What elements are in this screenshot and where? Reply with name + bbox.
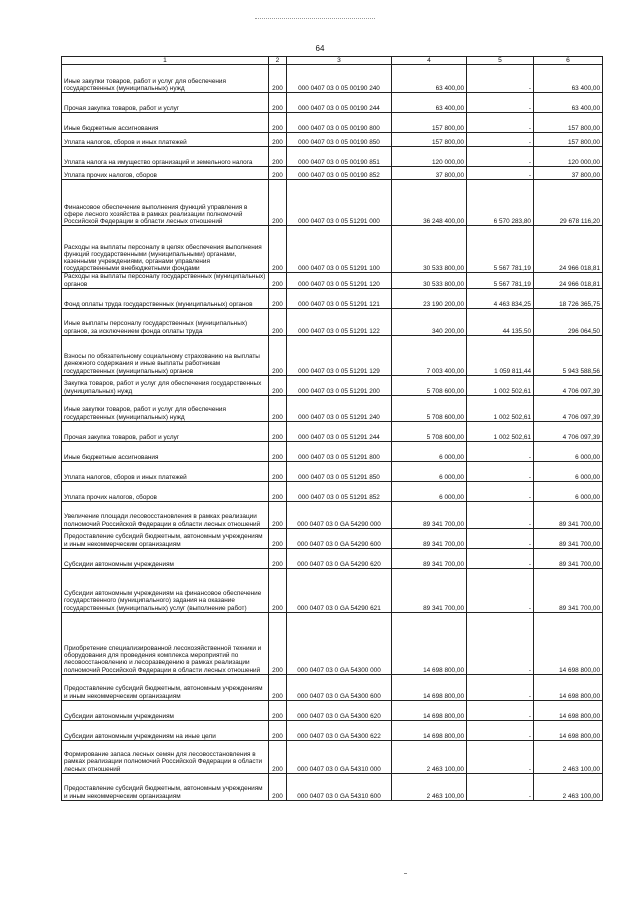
row-amount-col6: 6 000,00 [534,481,603,501]
row-code: 200 [269,180,287,226]
row-amount-col5: - [467,548,534,568]
row-amount-col5: - [467,501,534,528]
row-amount-col5: - [467,740,534,773]
row-amount-col4: 5 708 600,00 [392,395,467,421]
row-amount-col5: - [467,461,534,481]
row-amount-col4: 30 533 800,00 [392,273,467,288]
table-row [62,147,603,167]
row-amount-col5: - [467,674,534,700]
row-amount-col5: - [467,441,534,461]
row-amount-col5: - [467,568,534,612]
row-name: Взносы по обязательному социальному страхованию на выплаты денежного содержания и иные выплаты работникам государственных (муниципальных) органов [62,335,269,375]
row-code: 200 [269,288,287,308]
row-amount-col6: 2 463 100,00 [534,740,603,773]
row-amount-col5: 6 570 283,80 [467,180,534,226]
row-amount-col5: 1 002 502,61 [467,421,534,441]
row-classifier: 000 0407 03 0 GA 54300 600 [287,674,392,700]
table-row [62,481,603,501]
table-row [62,133,603,147]
row-amount-col5: 1 059 811,44 [467,335,534,375]
row-code: 200 [269,461,287,481]
row-amount-col5: - [467,481,534,501]
row-code: 200 [269,147,287,167]
table-row [62,568,603,612]
column-header-2: 2 [269,57,287,65]
row-amount-col6: 37 800,00 [534,167,603,180]
table-row [62,528,603,548]
row-classifier: 000 0407 03 0 05 51291 800 [287,441,392,461]
row-amount-col6: 5 943 588,56 [534,335,603,375]
row-name: Уплата налогов, сборов и иных платежей [62,461,269,481]
column-header-3: 3 [287,57,392,65]
row-amount-col5: 1 002 502,61 [467,395,534,421]
row-classifier: 000 0407 03 0 05 00190 800 [287,113,392,133]
row-name: Уплата прочих налогов, сборов [62,481,269,501]
row-amount-col4: 14 698 800,00 [392,674,467,700]
row-amount-col6: 89 341 700,00 [534,568,603,612]
row-name: Уплата налогов, сборов и иных платежей [62,133,269,147]
row-code: 200 [269,612,287,674]
row-name: Субсидии автономным учреждениям на финансовое обеспечение государственного (муниципального) задания на оказание государственных (муниципальных) услуг (выполнение работ) [62,568,269,612]
row-amount-col4: 340 200,00 [392,308,467,335]
row-classifier: 000 0407 03 0 05 51291 121 [287,288,392,308]
table-row [62,288,603,308]
row-amount-col6: 29 678 116,20 [534,180,603,226]
row-classifier: 000 0407 03 0 GA 54300 620 [287,700,392,720]
row-amount-col6: 89 341 700,00 [534,501,603,528]
row-name: Приобретение специализированной лесохозяйственной техники и оборудования для проведения комплекса мероприятий по лесовосстановлению и лесоразведению в рамках реализации полномочий Российской Федерации в области лесных отношений [62,612,269,674]
row-amount-col4: 37 800,00 [392,167,467,180]
row-amount-col4: 89 341 700,00 [392,528,467,548]
row-classifier: 000 0407 03 0 GA 54290 620 [287,548,392,568]
row-amount-col4: 63 400,00 [392,93,467,113]
row-amount-col4: 157 800,00 [392,113,467,133]
row-amount-col6: 4 706 097,39 [534,395,603,421]
row-code: 200 [269,548,287,568]
scan-artifact [255,18,375,21]
table-row [62,501,603,528]
row-amount-col4: 157 800,00 [392,133,467,147]
column-header-5: 5 [467,57,534,65]
row-amount-col4: 2 463 100,00 [392,773,467,800]
row-amount-col6: 24 966 018,81 [534,226,603,273]
row-name: Субсидии автономным учреждениям [62,548,269,568]
row-code: 200 [269,700,287,720]
row-amount-col6: 24 966 018,81 [534,273,603,288]
row-code: 200 [269,375,287,395]
row-name: Иные бюджетные ассигнования [62,441,269,461]
row-amount-col4: 2 463 100,00 [392,740,467,773]
row-amount-col4: 7 003 400,00 [392,335,467,375]
row-classifier: 000 0407 03 0 05 51291 200 [287,375,392,395]
row-code: 200 [269,501,287,528]
row-amount-col4: 89 341 700,00 [392,548,467,568]
row-amount-col5: 1 002 502,61 [467,375,534,395]
row-name: Расходы на выплаты персоналу государственных (муниципальных) органов [62,273,269,288]
row-amount-col5: - [467,700,534,720]
table-row [62,740,603,773]
table-row [62,273,603,288]
row-amount-col4: 120 000,00 [392,147,467,167]
table-row [62,335,603,375]
row-name: Субсидии автономным учреждениям на иные цели [62,720,269,740]
row-amount-col6: 4 706 097,39 [534,375,603,395]
table-row [62,421,603,441]
row-amount-col4: 6 000,00 [392,441,467,461]
table-row [62,674,603,700]
row-amount-col4: 63 400,00 [392,65,467,93]
table-row [62,441,603,461]
row-name: Финансовое обеспечение выполнения функций управления в сфере лесного хозяйства в рамках реализации полномочий Российской Федерации в области лесных отношений [62,180,269,226]
row-name: Иные закупки товаров, работ и услуг для обеспечения государственных (муниципальных) нужд [62,65,269,93]
row-amount-col4: 6 000,00 [392,481,467,501]
column-header-4: 4 [392,57,467,65]
row-amount-col6: 6 000,00 [534,441,603,461]
row-amount-col6: 14 698 800,00 [534,720,603,740]
row-classifier: 000 0407 03 0 05 51291 850 [287,461,392,481]
row-code: 200 [269,441,287,461]
page-number: 64 [315,44,325,53]
row-code: 200 [269,740,287,773]
table-row [62,113,603,133]
row-name: Фонд оплаты труда государственных (муниципальных) органов [62,288,269,308]
row-amount-col6: 6 000,00 [534,461,603,481]
row-amount-col5: - [467,93,534,113]
row-name: Иные выплаты персоналу государственных (муниципальных) органов, за исключением фонда оплаты труда [62,308,269,335]
table-row [62,65,603,93]
row-classifier: 000 0407 03 0 GA 54290 621 [287,568,392,612]
row-code: 200 [269,421,287,441]
row-amount-col4: 14 698 800,00 [392,612,467,674]
row-amount-col4: 14 698 800,00 [392,700,467,720]
row-code: 200 [269,65,287,93]
row-classifier: 000 0407 03 0 GA 54290 600 [287,528,392,548]
row-amount-col5: - [467,773,534,800]
row-code: 200 [269,93,287,113]
table-row [62,700,603,720]
budget-table [61,56,603,801]
row-amount-col6: 157 800,00 [534,113,603,133]
row-name: Формирование запаса лесных семян для лесовосстановления в рамках реализации полномочий Российской Федерации в области лесных отношений [62,740,269,773]
row-name: Уплата налога на имущество организаций и земельного налога [62,147,269,167]
table-row [62,375,603,395]
row-classifier: 000 0407 03 0 05 51291 244 [287,421,392,441]
row-amount-col5: 44 135,50 [467,308,534,335]
table-row [62,395,603,421]
row-name: Уплата прочих налогов, сборов [62,167,269,180]
row-code: 200 [269,133,287,147]
row-name: Предоставление субсидий бюджетным, автономным учреждениям и иным некоммерческим организациям [62,528,269,548]
row-classifier: 000 0407 03 0 05 51291 129 [287,335,392,375]
row-name: Иные закупки товаров, работ и услуг для обеспечения государственных (муниципальных) нужд [62,395,269,421]
row-code: 200 [269,720,287,740]
row-name: Прочая закупка товаров, работ и услуг [62,421,269,441]
row-amount-col6: 14 698 800,00 [534,700,603,720]
row-amount-col4: 89 341 700,00 [392,568,467,612]
row-name: Иные бюджетные ассигнования [62,113,269,133]
column-header-6: 6 [534,57,603,65]
row-name: Прочая закупка товаров, работ и услуг [62,93,269,113]
row-amount-col5: 5 567 781,19 [467,273,534,288]
row-classifier: 000 0407 03 0 05 00190 850 [287,133,392,147]
row-amount-col6: 296 064,50 [534,308,603,335]
row-amount-col5: 5 567 781,19 [467,226,534,273]
row-code: 200 [269,528,287,548]
row-amount-col6: 18 726 365,75 [534,288,603,308]
row-amount-col6: 89 341 700,00 [534,548,603,568]
row-amount-col6: 157 800,00 [534,133,603,147]
table-row [62,720,603,740]
row-classifier: 000 0407 03 0 05 00190 244 [287,93,392,113]
row-code: 200 [269,568,287,612]
row-code: 200 [269,308,287,335]
row-classifier: 000 0407 03 0 05 00190 851 [287,147,392,167]
row-amount-col5: - [467,720,534,740]
column-header-1: 1 [62,57,269,65]
row-amount-col6: 63 400,00 [534,93,603,113]
row-classifier: 000 0407 03 0 GA 54310 600 [287,773,392,800]
row-amount-col5: - [467,65,534,93]
row-amount-col6: 14 698 800,00 [534,612,603,674]
row-amount-col6: 4 706 097,39 [534,421,603,441]
row-code: 200 [269,773,287,800]
table-row [62,180,603,226]
row-amount-col4: 23 190 200,00 [392,288,467,308]
row-code: 200 [269,335,287,375]
row-name: Предоставление субсидий бюджетным, автономным учреждениям и иным некоммерческим организациям [62,773,269,800]
row-name: Закупка товаров, работ и услуг для обеспечения государственных (муниципальных) нужд [62,375,269,395]
row-amount-col5: - [467,113,534,133]
row-amount-col5: - [467,147,534,167]
row-amount-col4: 30 533 800,00 [392,226,467,273]
row-name: Предоставление субсидий бюджетным, автономным учреждениям и иным некоммерческим организациям [62,674,269,700]
row-amount-col5: - [467,528,534,548]
scan-artifact-dot [404,873,407,874]
table-header-row [62,57,603,65]
row-amount-col4: 14 698 800,00 [392,720,467,740]
row-amount-col5: - [467,612,534,674]
row-classifier: 000 0407 03 0 05 51291 000 [287,180,392,226]
row-amount-col4: 6 000,00 [392,461,467,481]
row-classifier: 000 0407 03 0 05 51291 120 [287,273,392,288]
table-row [62,167,603,180]
row-code: 200 [269,481,287,501]
row-name: Субсидии автономным учреждениям [62,700,269,720]
table-row [62,308,603,335]
row-classifier: 000 0407 03 0 05 00190 240 [287,65,392,93]
row-amount-col4: 89 341 700,00 [392,501,467,528]
row-classifier: 000 0407 03 0 GA 54300 000 [287,612,392,674]
row-amount-col4: 36 248 400,00 [392,180,467,226]
row-name: Увеличение площади лесовосстановления в рамках реализации полномочий Российской Федерации в области лесных отношений [62,501,269,528]
row-classifier: 000 0407 03 0 05 51291 852 [287,481,392,501]
row-amount-col5: - [467,167,534,180]
row-code: 200 [269,273,287,288]
row-code: 200 [269,113,287,133]
row-classifier: 000 0407 03 0 05 51291 240 [287,395,392,421]
row-classifier: 000 0407 03 0 GA 54310 000 [287,740,392,773]
row-amount-col5: 4 463 834,25 [467,288,534,308]
table-row [62,548,603,568]
row-code: 200 [269,395,287,421]
table-row [62,461,603,481]
row-classifier: 000 0407 03 0 GA 54290 000 [287,501,392,528]
row-amount-col6: 89 341 700,00 [534,528,603,548]
row-name: Расходы на выплаты персоналу в целях обеспечения выполнения функций государственными (муниципальными) органами, казенными учреждениями, органами управления государственными внебюджетными фондами [62,226,269,273]
row-classifier: 000 0407 03 0 GA 54300 622 [287,720,392,740]
row-amount-col6: 2 463 100,00 [534,773,603,800]
table-row [62,226,603,273]
row-code: 200 [269,674,287,700]
row-amount-col4: 5 708 600,00 [392,375,467,395]
row-amount-col6: 14 698 800,00 [534,674,603,700]
row-amount-col6: 63 400,00 [534,65,603,93]
row-amount-col6: 120 000,00 [534,147,603,167]
row-amount-col5: - [467,133,534,147]
row-amount-col4: 5 708 600,00 [392,421,467,441]
row-code: 200 [269,167,287,180]
row-classifier: 000 0407 03 0 05 51291 122 [287,308,392,335]
table-row [62,612,603,674]
row-classifier: 000 0407 03 0 05 51291 100 [287,226,392,273]
table-row [62,773,603,800]
row-classifier: 000 0407 03 0 05 00190 852 [287,167,392,180]
table-row [62,93,603,113]
row-code: 200 [269,226,287,273]
